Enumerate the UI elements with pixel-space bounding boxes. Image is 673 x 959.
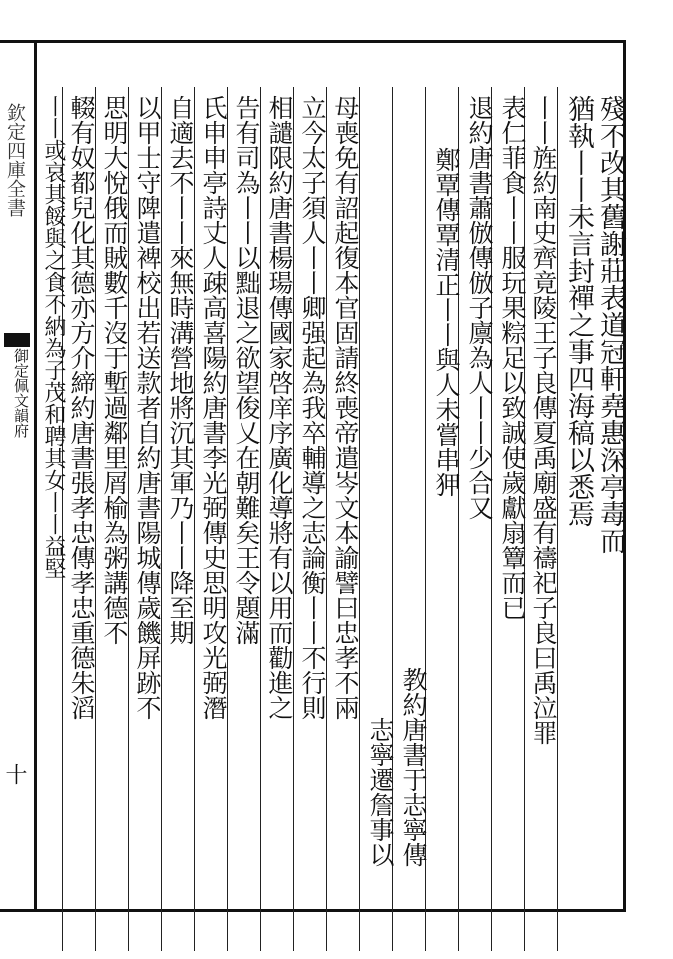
page-number: 十 — [2, 763, 27, 785]
text-column: 立今太子須人丨丨卿强起為我卒輔導之志論衡丨丨不行則 — [293, 87, 326, 951]
text-column: 教約唐書于志寧傳 — [392, 87, 425, 951]
text-column: 相譴限約唐書楊瑒傳國家啓庠序廣化導將有以用而勸進之 — [260, 87, 293, 951]
collection-title: 欽定四庫全書 — [4, 103, 26, 217]
text-column: 告有司為丨丨以黜退之欲望俊乂在朝難矣王令題滿 — [227, 87, 260, 951]
fishtail-mark — [4, 333, 30, 347]
text-column: 丨丨旌約南史齊竟陵王子良傳夏禹廟盛有禱祀子良曰禹泣罪 — [524, 87, 557, 951]
page-spine — [0, 40, 34, 912]
text-column: 丨丨或哀其餒與之食不納為子茂和聘其女丨丨益堅 — [41, 95, 66, 579]
text-column: 殘不改其舊謝莊表道冠軒堯惠深亭毒而 — [595, 95, 626, 554]
text-column: 思明大悅俄而賊數千沒于塹過鄰里屑榆為粥講德不 — [95, 87, 128, 951]
text-column: 猶執丨丨未言封禪之事四海稿以悉焉 — [557, 87, 590, 951]
text-column: 母喪免有詔起復本官固請終喪帝遣岑文本諭譬曰忠孝不兩 — [326, 87, 359, 951]
text-column: 自適去不丨丨來無時溝營地將沉其軍乃丨丨降至期 — [161, 87, 194, 951]
text-column: 表仁菲食丨丨服玩果粽足以致誠使歲獻扇簟而已 — [491, 87, 524, 951]
text-frame — [34, 40, 626, 912]
text-column: 志寧遷詹事以 — [359, 87, 392, 951]
book-title: 御定佩文韻府 — [12, 348, 30, 438]
text-column: 鄭覃傳覃清正丨丨與人未嘗串狎 — [425, 87, 458, 951]
text-column: 退約唐書蕭倣傳倣子廪為人丨丨少合又 — [458, 87, 491, 951]
text-column: 氏申申亭詩丈人疎高喜陽約唐書李光弼傳史思明攻光弼潛 — [194, 87, 227, 951]
text-column: 以甲士守陴遣裨校出若送款者自約唐書陽城傳歲饑屏跡不 — [128, 87, 161, 951]
text-column: 輟有奴都兒化其德亦方介締約唐書張孝忠傳孝忠重德朱滔 — [62, 87, 95, 951]
